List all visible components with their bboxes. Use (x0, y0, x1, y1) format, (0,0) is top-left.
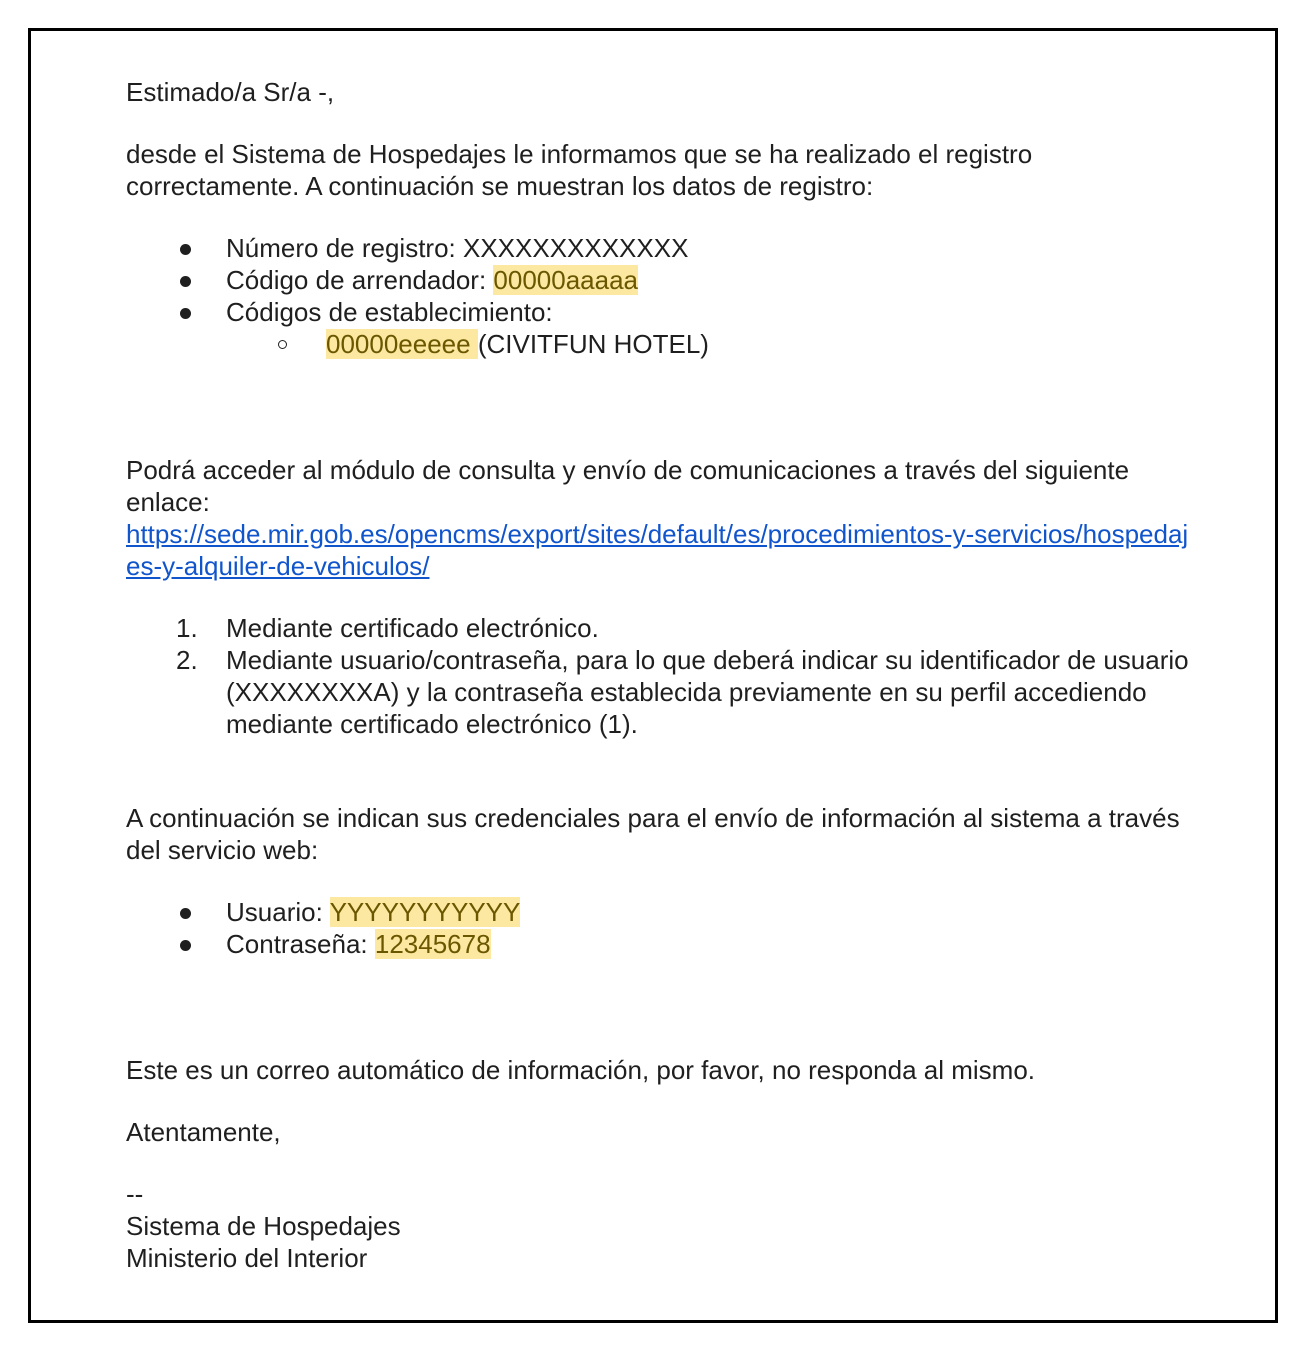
email-body (126, 76, 1196, 1274)
access-paragraph (126, 454, 1196, 582)
list-item-codigos-establecimiento (126, 296, 1196, 328)
list-item-numero-registro (126, 232, 1196, 264)
bullet-icon (180, 908, 191, 919)
sub-list-item-establecimiento (126, 328, 1196, 360)
method-number: 2. (176, 645, 198, 675)
method-item (126, 612, 1196, 644)
password-label: Contraseña: (226, 929, 375, 959)
signature-line-2: Ministerio del Interior (126, 1243, 368, 1273)
list-item-codigo-arrendador (126, 264, 1196, 296)
credentials-intro: A continuación se indican sus credenciales para el envío de información al sistema a través del servicio web: (126, 803, 1180, 865)
password-value: 12345678 (374, 929, 491, 959)
bullet-icon (180, 308, 191, 319)
bullet-icon (180, 244, 191, 255)
bullet-icon (180, 940, 191, 951)
arrendador-label: Código de arrendador: (226, 265, 494, 295)
signature-line-1: Sistema de Hospedajes (126, 1211, 401, 1241)
access-link[interactable]: https://sede.mir.gob.es/opencms/export/sites/default/es/procedimientos-y-servicios/hospedajes-y-alquiler-de-vehiculos/ (126, 519, 1189, 581)
methods-list (126, 612, 1196, 740)
establecimiento-label: Códigos de establecimiento: (226, 297, 553, 327)
closing: Atentamente, (126, 1117, 281, 1147)
auto-notice: Este es un correo automático de información, por favor, no responda al mismo. (126, 1055, 1036, 1085)
intro-paragraph: desde el Sistema de Hospedajes le informamos que se ha realizado el registro correctamente. A continuación se muestran los datos de registro: (126, 139, 1033, 201)
numero-value: XXXXXXXXXXXXX (462, 233, 689, 263)
greeting: Estimado/a Sr/a -, (126, 77, 335, 107)
access-text: Podrá acceder al módulo de consulta y envío de comunicaciones a través del siguiente enlace: (126, 455, 1130, 517)
circle-bullet-icon (278, 340, 287, 349)
list-item-password (126, 928, 1196, 960)
numero-label: Número de registro: (226, 233, 463, 263)
establecimiento-name: (CIVITFUN HOTEL) (477, 329, 709, 359)
method-text: Mediante usuario/contraseña, para lo que deberá indicar su identificador de usuario (XXXXXXXXA) y la contraseña establecida previamente en su perfil accediendo mediante certificado electrónico (1). (226, 645, 1189, 739)
arrendador-value: 00000aaaaa (493, 265, 639, 295)
method-text: Mediante certificado electrónico. (226, 613, 599, 643)
credentials-list (126, 896, 1196, 960)
registration-list (126, 232, 1196, 360)
signature-separator: -- (126, 1179, 144, 1209)
usuario-label: Usuario: (226, 897, 330, 927)
usuario-value: YYYYYYYYYYY (329, 897, 521, 927)
establecimiento-code: 00000eeeee (326, 329, 478, 359)
method-item (126, 644, 1196, 740)
bullet-icon (180, 276, 191, 287)
method-number: 1. (176, 613, 198, 643)
list-item-usuario (126, 896, 1196, 928)
